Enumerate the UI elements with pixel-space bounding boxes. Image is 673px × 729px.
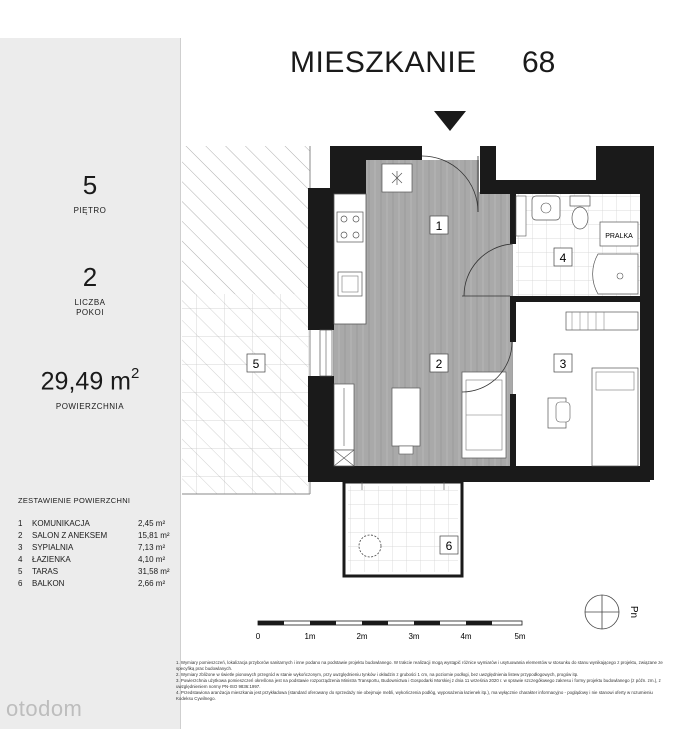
- row-name: SYPIALNIA: [32, 543, 74, 552]
- area-value: 29,49 $m^2$: [40, 365, 140, 396]
- row-number: 1: [18, 519, 23, 528]
- rooms-value: 2: [82, 262, 98, 292]
- north-compass-icon: [585, 595, 619, 629]
- scale-label: 4m: [460, 632, 472, 641]
- row-name: ŁAZIENKA: [32, 555, 71, 564]
- scale-label: 1m: [304, 632, 316, 641]
- row-number: 4: [18, 555, 23, 564]
- row-value: 4,10 m²: [138, 555, 166, 564]
- area-table-title: ZESTAWIENIE POWIERZCHNI: [18, 496, 131, 505]
- scale-labels: [256, 632, 526, 641]
- apartment-number: 68: [522, 46, 556, 79]
- footnote: 3. Powierzchnia użytkowa pomieszczeń określona jest na podstawie rozporządzenia Ministra Transportu, Budownictwa i Gospodarki Morskiej z dnia 11 września 2020 r. w sprawie szczegółowego zakresu i formy projektu budowlanego (z późn. zm.), z uwzględnieniem normy PN-ISO 9836:1997.: [176, 678, 661, 689]
- wardrobe: [334, 384, 354, 466]
- row-value: 31,58 m²: [138, 567, 170, 576]
- rooms-label-2: POKOI: [76, 308, 104, 317]
- rooms-label-1: LICZBA: [74, 298, 106, 307]
- row-name: TARAS: [32, 567, 59, 576]
- terrace-area: [182, 146, 310, 494]
- scale-label: 2m: [356, 632, 368, 641]
- row-name: SALON Z ANEKSEM: [32, 531, 108, 540]
- kitchen-counter: [334, 194, 366, 324]
- sofa: [462, 372, 506, 458]
- scale-label: 0: [255, 632, 261, 641]
- row-number: 5: [18, 567, 23, 576]
- row-number: 3: [18, 543, 23, 552]
- room-label-4: 4: [559, 251, 567, 265]
- room-label-5: 5: [252, 357, 260, 371]
- row-value: 2,66 m²: [138, 579, 166, 588]
- pralka-label: PRALKA: [605, 233, 633, 240]
- footnotes: [176, 660, 670, 702]
- area-label: POWIERZCHNIA: [55, 402, 125, 411]
- row-value: 7,13 m²: [138, 543, 166, 552]
- row-number: 6: [18, 579, 23, 588]
- room-label-1: 1: [435, 219, 443, 233]
- floor-label: PIĘTRO: [73, 206, 107, 215]
- room-label-3: 3: [559, 357, 567, 371]
- compass-label: Pn: [628, 605, 639, 619]
- footnote: 4. Przedstawiona aranżacja mieszkania jest przykładowa (standard oferowany do sprzedaży nie obejmuje mebli, wykończenia podłóg, wyposażenia łazienek itp.), ma wyłącznie charakter informacyjno - poglądowy i nie stanowi oferty w rozumieniu Kodeksu Cywilnego.: [176, 690, 653, 701]
- apartment-title: MIESZKANIE: [290, 46, 477, 79]
- room-label-2: 2: [435, 357, 443, 371]
- row-name: BALKON: [32, 579, 65, 588]
- balcony: [344, 482, 462, 576]
- row-value: 2,45 m²: [138, 519, 166, 528]
- dining-table: [392, 388, 420, 446]
- row-number: 2: [18, 531, 23, 540]
- scale-label: 3m: [408, 632, 420, 641]
- footnote: 1. Wymiary pomieszczeń, lokalizacja przyborów sanitarnych i inne podano na podstawie projektu budowlanego. W trakcie realizacji mogą wystąpić różnice wymiarów i usytuowania elementów w stosunku do stanu wynikającego z projektu, związane ze specyfiką prac budowlanych.: [176, 660, 663, 671]
- scale-label: 5m: [514, 632, 526, 641]
- fridge-icon: [382, 164, 412, 192]
- footnote: 2. Wymiary zbliżone w świetle pionowych przegród w stanie wykończonym, przy uwzględnieniu tynków i okładzin z grubości 1 cm, na poziomie podłogi, bez uwzględnienia listew przypodłogowych, progów itp.: [176, 672, 579, 677]
- floor-value: 5: [82, 170, 98, 200]
- scale-bar: [258, 621, 522, 625]
- row-value: 15,81 m²: [138, 531, 170, 540]
- room-label-6: 6: [445, 539, 453, 553]
- entrance-arrow-icon: [434, 111, 466, 131]
- otodom-watermark: otodom: [6, 696, 83, 721]
- row-name: KOMUNIKACJA: [32, 519, 90, 528]
- area-unit-exponent: 2: [131, 365, 140, 382]
